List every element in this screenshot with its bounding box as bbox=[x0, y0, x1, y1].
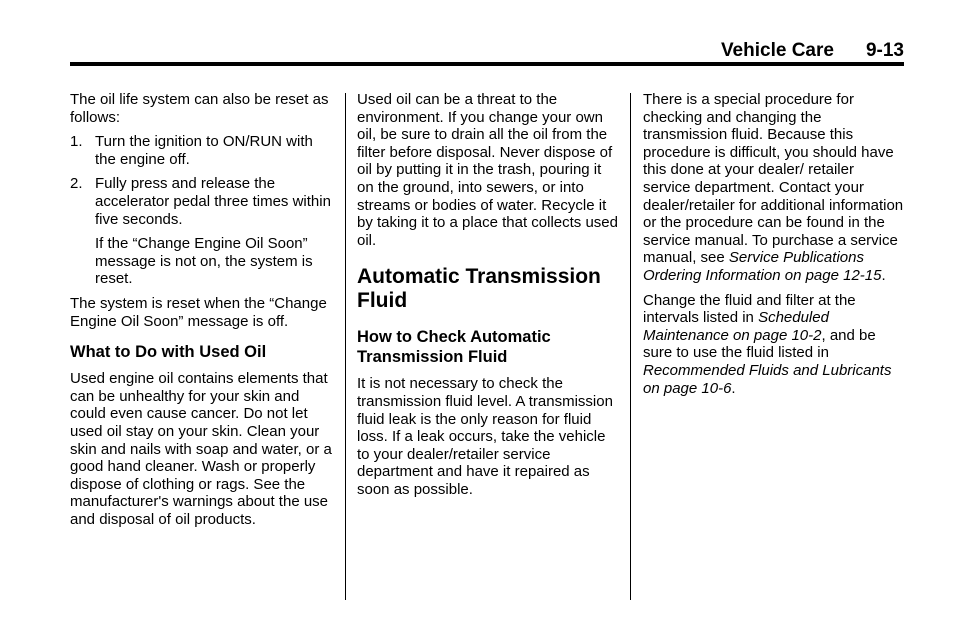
procedure-paragraph bbox=[643, 91, 905, 285]
reset-steps-list bbox=[70, 133, 332, 228]
column-left bbox=[70, 91, 332, 535]
used-oil-heading: What to Do with Used Oil bbox=[70, 343, 267, 362]
step-text: Fully press and release the accelerator pedal three times within five seconds. bbox=[95, 175, 331, 228]
section-title: Vehicle Care bbox=[720, 40, 834, 61]
punctuation: . bbox=[731, 379, 736, 397]
header-rule bbox=[70, 62, 904, 66]
check-fluid-paragraph: It is not necessary to check the transmission fluid level. A transmission fluid leak is the only reason for fluid loss. If a leak occurs, take the vehicle to your dealer/retailer service department and have it repaired as soon as possible. bbox=[357, 375, 613, 498]
used-oil-paragraph: Used engine oil contains elements that can be unhealthy for your skin and could even cause cancer. Do not let used oil stay on your skin. Clean your skin and nails with soap and water, or a good hand cleaner. Wash or properly dispose of clothing or rags. See the manufacturer's warnings about the use and disposal of oil products. bbox=[70, 370, 332, 528]
intro-paragraph: The oil life system can also be reset as follows: bbox=[70, 91, 329, 126]
column-divider bbox=[345, 93, 346, 600]
procedure-text: There is a special procedure for checking and changing the transmission fluid. Because this procedure is difficult, you should have this done at your dealer/ retailer service department. Contact your dealer/retailer for additional information or the procedure can be found in the service manual. To purchase a service manual, see bbox=[643, 91, 904, 267]
punctuation: . bbox=[881, 266, 886, 284]
page-number: 9-13 bbox=[865, 40, 904, 61]
change-fluid-paragraph bbox=[643, 292, 905, 398]
column-right bbox=[643, 91, 905, 404]
scheduled-maintenance-reference: Scheduled Maintenance on page 10-2 bbox=[643, 309, 829, 344]
reset-paragraph: The system is reset when the “Change Engine Oil Soon” message is off. bbox=[70, 294, 327, 330]
column-divider bbox=[630, 93, 631, 600]
list-item bbox=[70, 133, 332, 168]
check-fluid-heading: How to Check Automatic Transmission Fluid bbox=[357, 328, 551, 367]
step-note: If the “Change Engine Oil Soon” message is not on, the system is reset. bbox=[95, 235, 313, 288]
step-text: Turn the ignition to ON/RUN with the engine off. bbox=[95, 133, 313, 168]
change-fluid-text: Change the fluid and filter at the intervals listed in bbox=[643, 291, 856, 327]
recommended-fluids-reference: Recommended Fluids and Lubricants on page 10-6 bbox=[643, 361, 892, 397]
step-number: 2. bbox=[70, 175, 83, 193]
service-publications-reference: Service Publications Ordering Information on page 12-15 bbox=[643, 249, 882, 284]
environment-paragraph: Used oil can be a threat to the environment. If you change your own oil, be sure to drain all the oil from the filter before disposal. Never dispose of oil by putting it in the trash, pouring it on the ground, into sewers, or into streams or bodies of water. Recycle it by taking it to a place that collects used oil. bbox=[357, 91, 618, 249]
transmission-section-title: Automatic Transmission Fluid bbox=[357, 265, 601, 313]
change-fluid-text-mid: , and be sure to use the fluid listed in bbox=[643, 326, 876, 362]
page-header bbox=[721, 40, 904, 62]
list-item bbox=[70, 175, 332, 228]
step-number: 1. bbox=[70, 133, 83, 151]
column-middle bbox=[357, 91, 619, 506]
